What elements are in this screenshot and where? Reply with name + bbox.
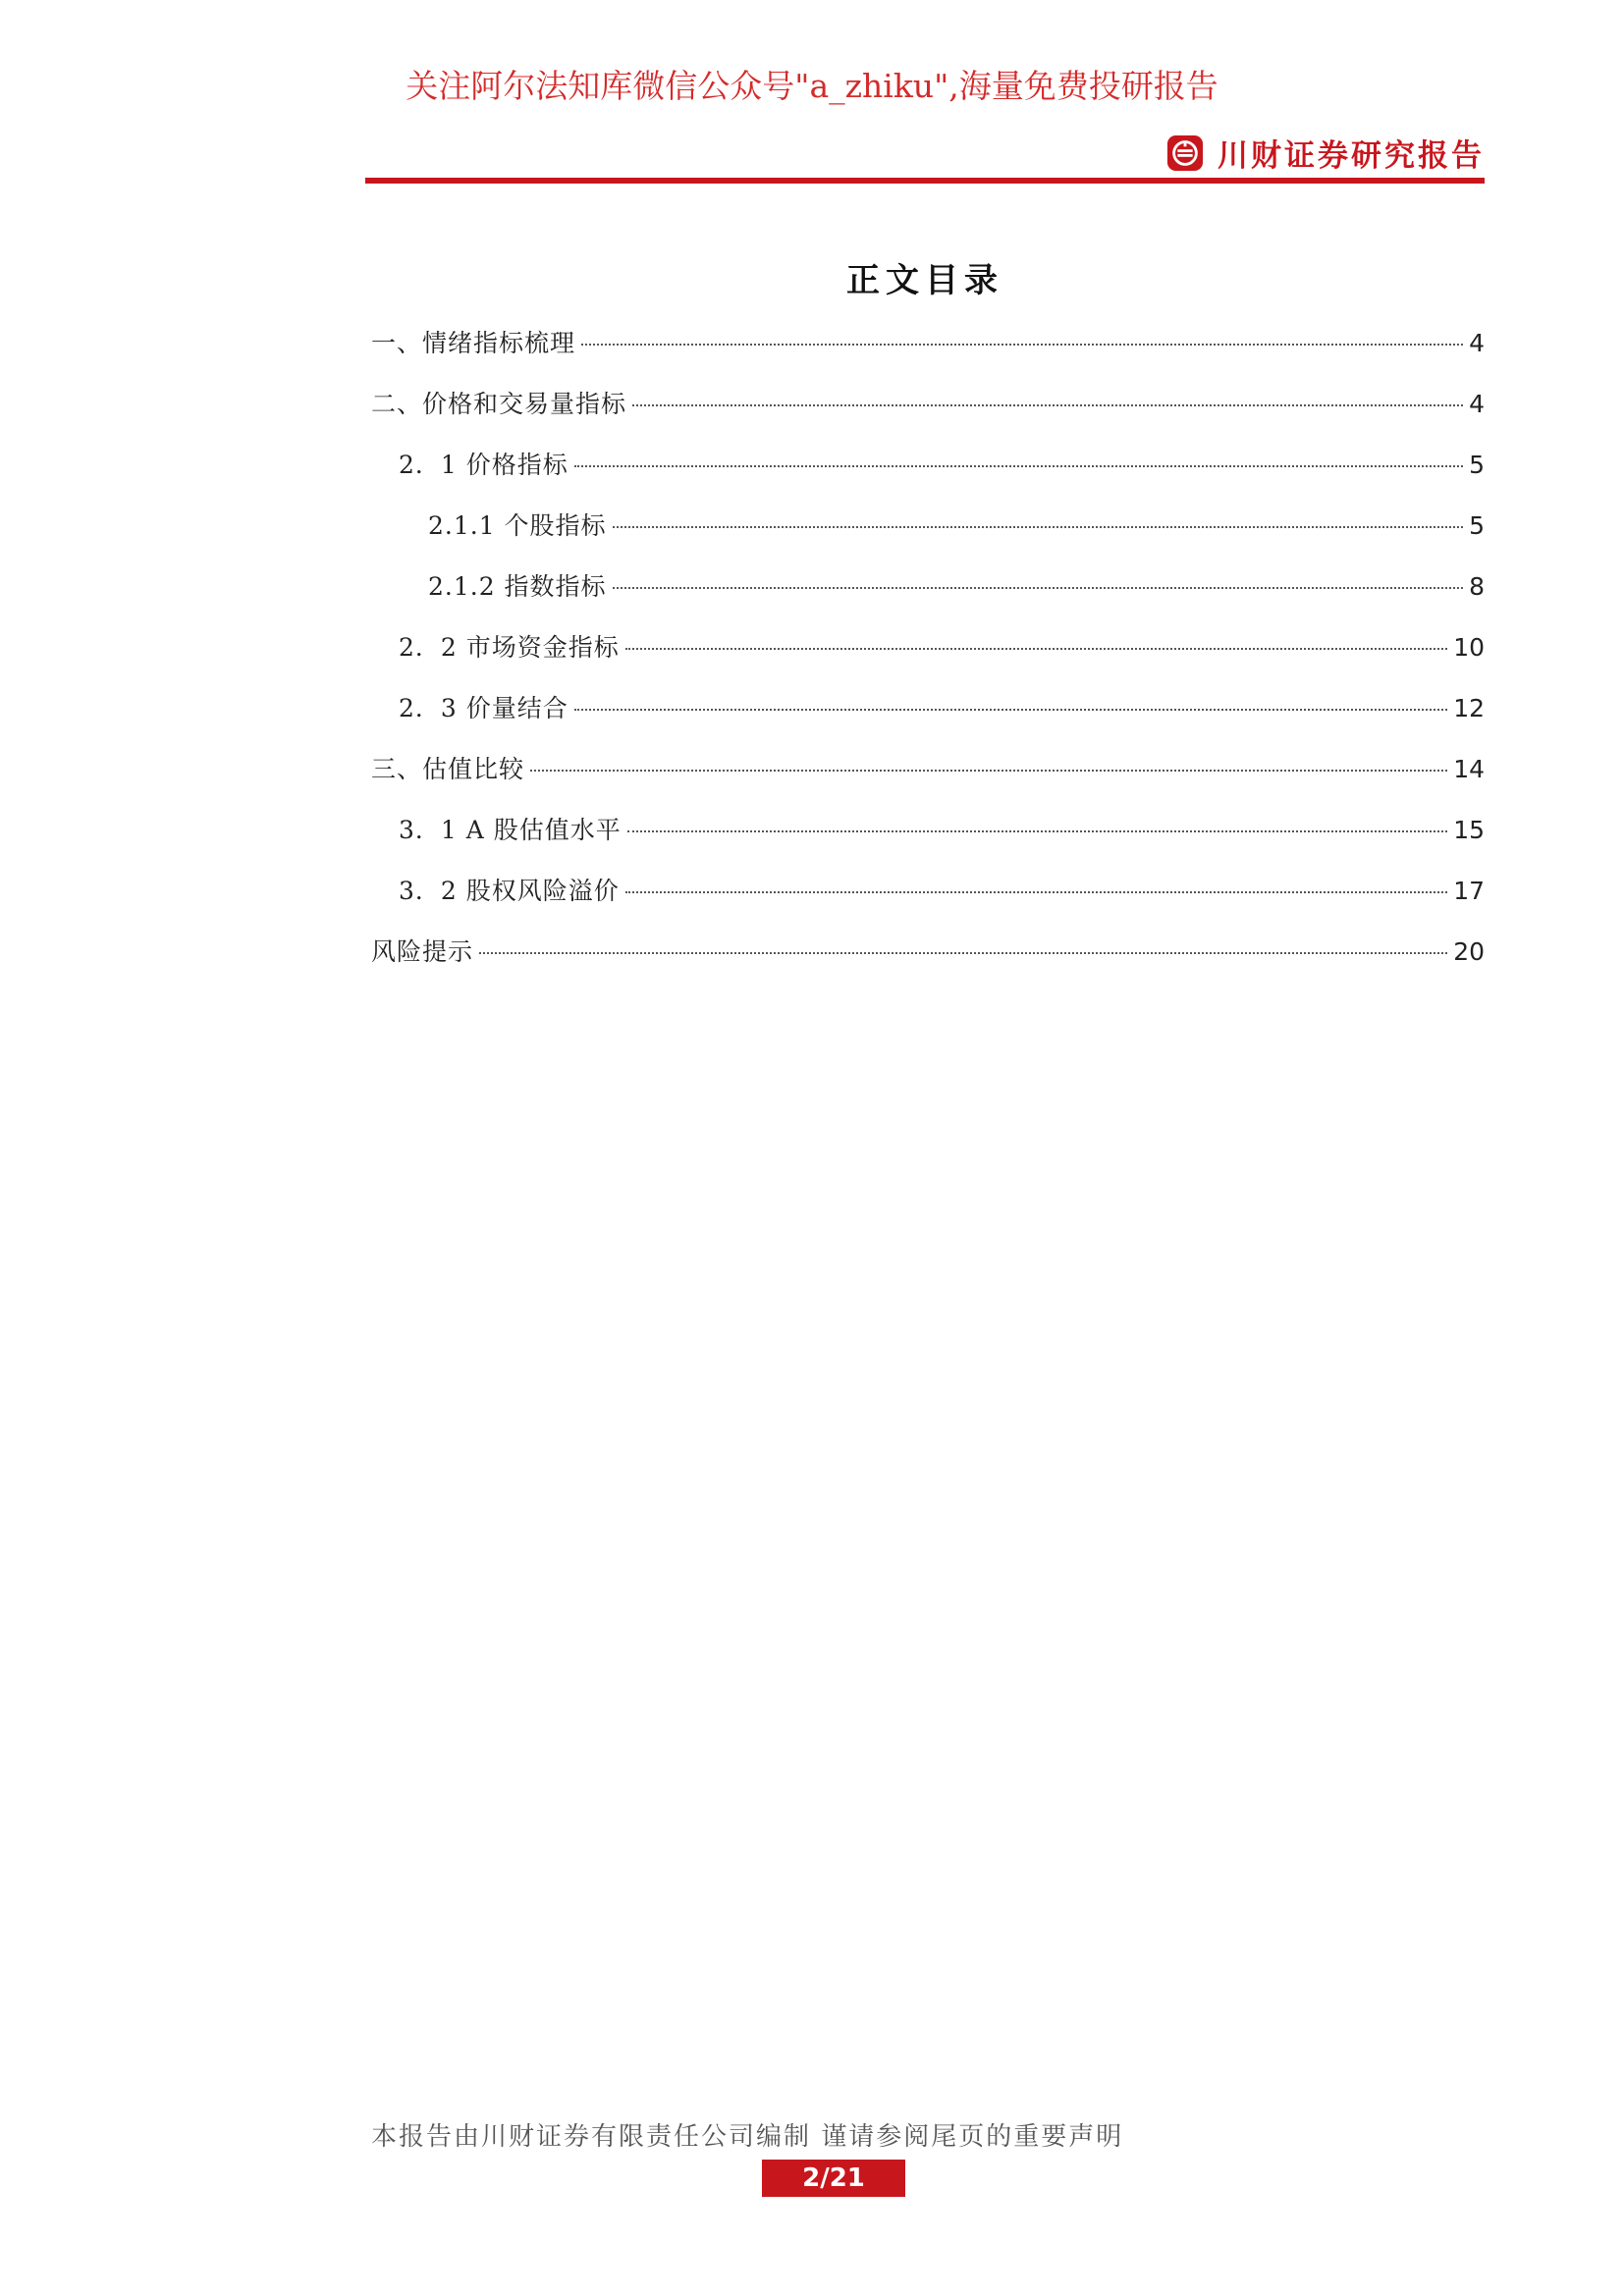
toc-entry-title: 3．1 A 股估值水平 bbox=[399, 816, 622, 844]
toc-leader-dots bbox=[613, 587, 1464, 589]
toc-leader-dots bbox=[632, 404, 1463, 406]
toc-entry-page: 5 bbox=[1469, 451, 1485, 479]
toc-entry-title: 2．2 市场资金指标 bbox=[399, 633, 620, 662]
toc-entry[interactable] bbox=[371, 811, 1485, 872]
toc-entry-page: 15 bbox=[1453, 816, 1485, 844]
toc-entry[interactable] bbox=[371, 750, 1485, 811]
toc-title: 正文目录 bbox=[846, 261, 1003, 300]
header-divider bbox=[365, 178, 1485, 184]
toc-entry-title: 2.1.1 个股指标 bbox=[428, 511, 607, 540]
toc-entry-title: 2.1.2 指数指标 bbox=[428, 572, 607, 601]
toc-entry[interactable] bbox=[371, 872, 1485, 933]
toc-entry-title: 风险提示 bbox=[371, 937, 474, 966]
toc-entry-page: 14 bbox=[1453, 755, 1485, 783]
watermark-banner: 关注阿尔法知库微信公众号"a_zhiku",海量免费投研报告 bbox=[406, 67, 1218, 105]
toc-entry[interactable] bbox=[371, 933, 1485, 993]
toc-leader-dots bbox=[613, 526, 1464, 528]
toc-entry-page: 17 bbox=[1453, 877, 1485, 905]
toc-entry-page: 12 bbox=[1453, 694, 1485, 722]
toc-entry[interactable] bbox=[371, 324, 1485, 385]
footer-disclaimer: 本报告由川财证券有限责任公司编制 谨请参阅尾页的重要声明 bbox=[371, 2122, 1124, 2152]
toc-leader-dots bbox=[627, 830, 1447, 832]
toc-entry[interactable] bbox=[371, 628, 1485, 689]
toc-entry[interactable] bbox=[371, 567, 1485, 628]
toc-leader-dots bbox=[625, 891, 1447, 893]
toc-entry-title: 一、情绪指标梳理 bbox=[371, 329, 576, 357]
toc-entry-page: 10 bbox=[1453, 633, 1485, 662]
toc-leader-dots bbox=[581, 344, 1463, 346]
toc-entry[interactable] bbox=[371, 446, 1485, 507]
toc-leader-dots bbox=[530, 770, 1447, 772]
toc-entry-page: 5 bbox=[1469, 511, 1485, 540]
table-of-contents bbox=[371, 324, 1485, 993]
toc-leader-dots bbox=[479, 952, 1447, 954]
brand-header bbox=[1166, 131, 1485, 175]
toc-entry-page: 4 bbox=[1469, 390, 1485, 418]
toc-entry-page: 4 bbox=[1469, 329, 1485, 357]
toc-leader-dots bbox=[574, 465, 1463, 467]
brand-name: 川财证券研究报告 bbox=[1218, 138, 1485, 174]
toc-entry-title: 3．2 股权风险溢价 bbox=[399, 877, 620, 905]
toc-entry[interactable] bbox=[371, 507, 1485, 567]
toc-leader-dots bbox=[625, 648, 1447, 650]
toc-entry[interactable] bbox=[371, 689, 1485, 750]
toc-entry-page: 20 bbox=[1453, 937, 1485, 966]
page-number-badge: 2/21 bbox=[762, 2160, 905, 2197]
toc-entry-title: 三、估值比较 bbox=[371, 755, 525, 783]
toc-entry-title: 二、价格和交易量指标 bbox=[371, 390, 627, 418]
chuancai-logo-icon bbox=[1166, 134, 1204, 172]
toc-leader-dots bbox=[574, 709, 1447, 711]
toc-entry-title: 2．3 价量结合 bbox=[399, 694, 568, 722]
toc-entry-page: 8 bbox=[1469, 572, 1485, 601]
toc-entry-title: 2．1 价格指标 bbox=[399, 451, 568, 479]
toc-entry[interactable] bbox=[371, 385, 1485, 446]
